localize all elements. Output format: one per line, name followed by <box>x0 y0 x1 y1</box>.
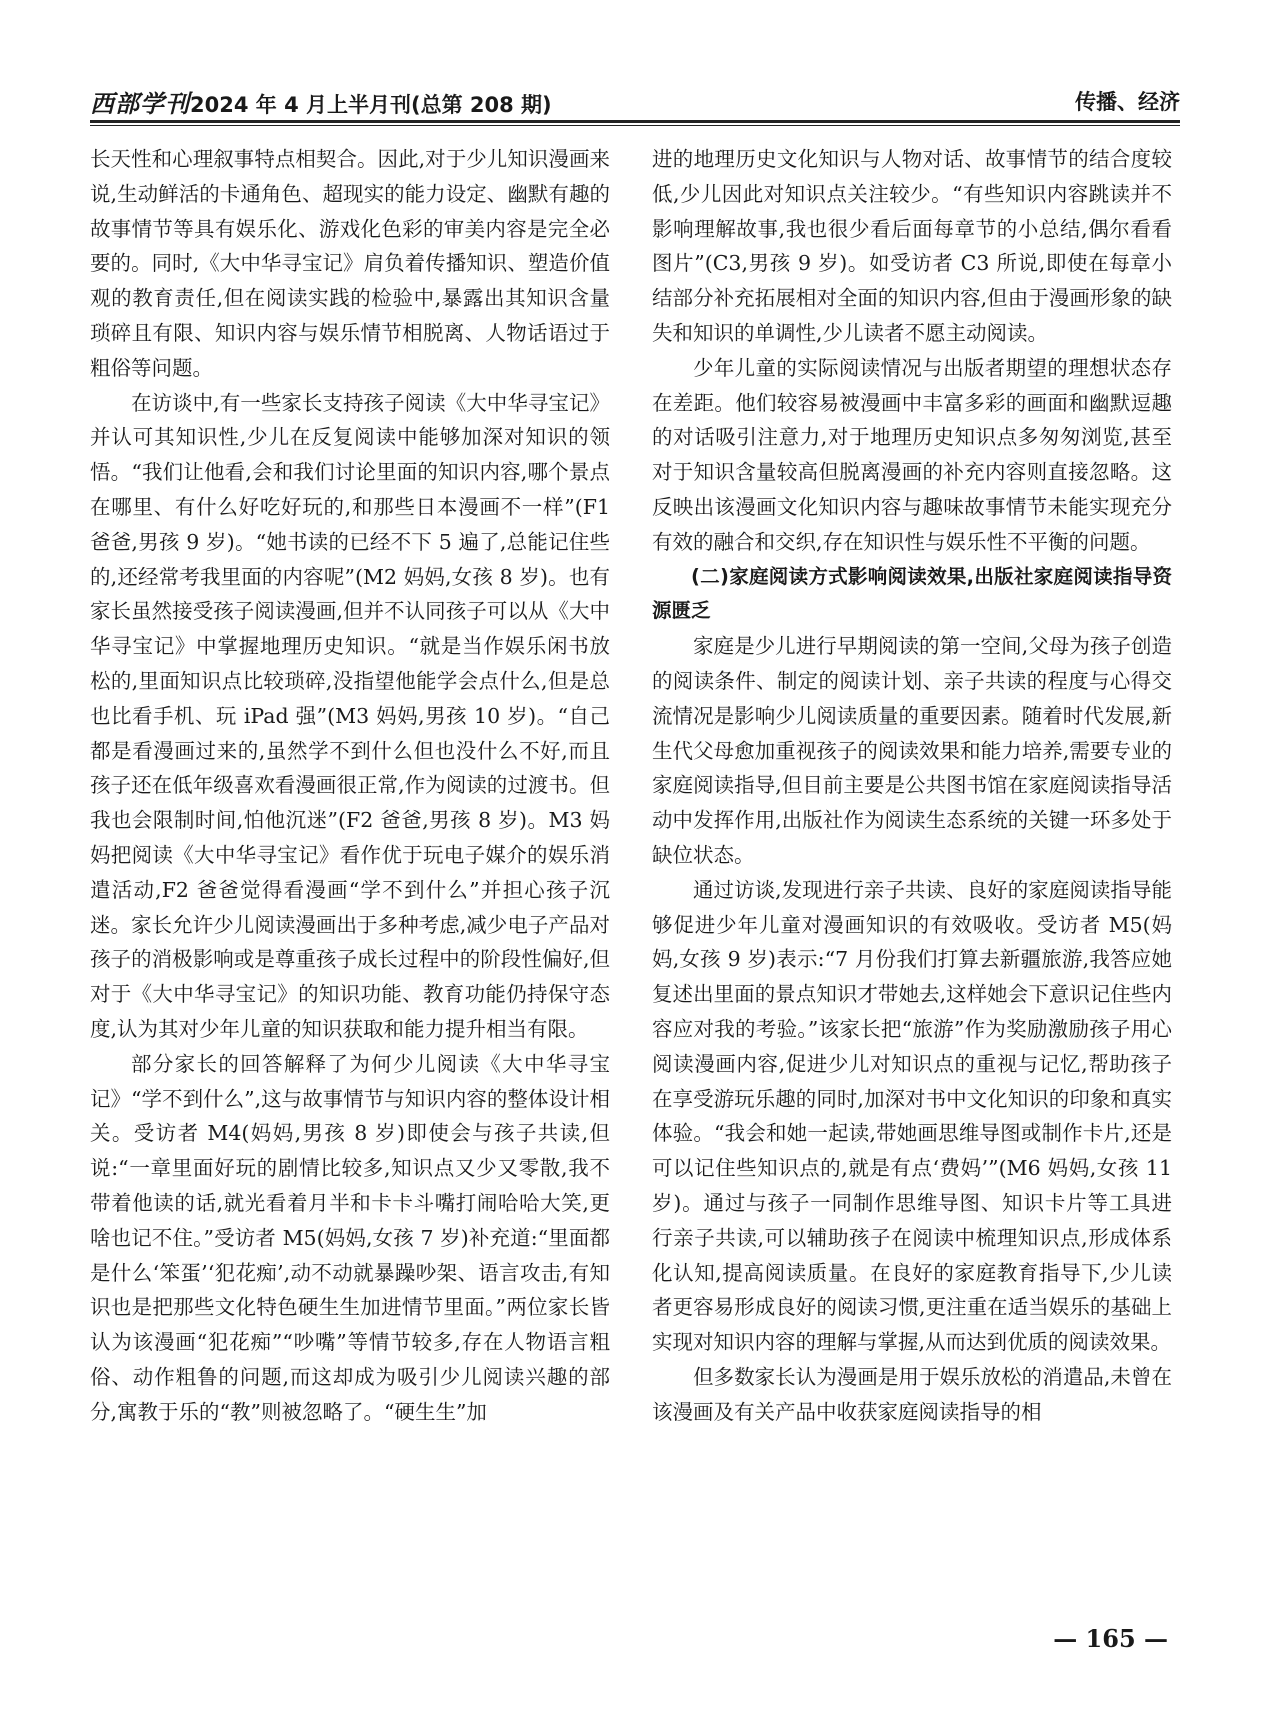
paragraph: 但多数家长认为漫画是用于娱乐放松的消遣品,未曾在该漫画及有关产品中收获家庭阅读指导的相 <box>652 1364 1172 1424</box>
section-subheading: (二)家庭阅读方式影响阅读效果,出版社家庭阅读指导资源匮乏 <box>652 564 1172 623</box>
paragraph: 通过访谈,发现进行亲子共读、良好的家庭阅读指导能够促进少年儿童对漫画知识的有效吸收。受访者 M5(妈妈,女孩 9 岁)表示:“7 月份我们打算去新疆旅游,我答应她复述出里面的景点知识才带她去,这样她会下意识记住些内容应对我的考验。”该家长把“旅游”作为奖励激励孩子用心阅读漫画内容,促进少儿对知识点的重视与记忆,帮助孩子在享受游玩乐趣的同时,加深对书中文化知识的印象和真实体验。“我会和她一起读,带她画思维导图或制作卡片,还是可以记住些知识点的,就是有点‘费妈’”(M6 妈妈,女孩 11 岁)。通过与孩子一同制作思维导图、知识卡片等工具进行亲子共读,可以辅助孩子在阅读中梳理知识点,形成体系化认知,提高阅读质量。在良好的家庭教育指导下,少儿读者更容易形成良好的阅读习惯,更注重在适当娱乐的基础上实现对知识内容的理解与掌握,从而达到优质的阅读效果。 <box>652 877 1172 1355</box>
header-rule-thin <box>90 125 1180 126</box>
right-column <box>652 142 1172 1429</box>
header-rule-thick <box>90 120 1180 123</box>
paragraph: 家庭是少儿进行早期阅读的第一空间,父母为孩子创造的阅读条件、制定的阅读计划、亲子共读的程度与心得交流情况是影响少儿阅读质量的重要因素。随着时代发展,新生代父母愈加重视孩子的阅读效果和能力培养,需要专业的家庭阅读指导,但目前主要是公共图书馆在家庭阅读指导活动中发挥作用,出版社作为阅读生态系统的关键一环多处于缺位状态。 <box>652 634 1172 867</box>
paragraph: 长天性和心理叙事特点相契合。因此,对于少儿知识漫画来说,生动鲜活的卡通角色、超现实的能力设定、幽默有趣的故事情节等具有娱乐化、游戏化色彩的审美内容是完全必要的。同时,《大中华寻宝记》肩负着传播知识、塑造价值观的教育责任,但在阅读实践的检验中,暴露出其知识含量琐碎且有限、知识内容与娱乐情节相脱离、人物话语过于粗俗等问题。 <box>90 147 610 380</box>
paragraph: 少年儿童的实际阅读情况与出版者期望的理想状态存在差距。他们较容易被漫画中丰富多彩的画面和幽默逗趣的对话吸引注意力,对于地理历史知识点多匆匆浏览,甚至对于知识含量较高但脱离漫画的补充内容则直接忽略。这反映出该漫画文化知识内容与趣味故事情节未能实现充分有效的融合和交织,存在知识性与娱乐性不平衡的问题。 <box>652 355 1172 554</box>
page-header <box>90 84 1180 128</box>
section-label: 传播、经济 <box>1075 90 1180 114</box>
paragraph: 部分家长的回答解释了为何少儿阅读《大中华寻宝记》“学不到什么”,这与故事情节与知识内容的整体设计相关。受访者 M4(妈妈,男孩 8 岁)即使会与孩子共读,但说:“一章里面好玩的剧情比较多,知识点又少又零散,我不带着他读的话,就光看着月半和卡卡斗嘴打闹哈哈大笑,更啥也记不住。”受访者 M5(妈妈,女孩 7 岁)补充道:“里面都是什么‘笨蛋’‘犯花痴’,动不动就暴躁吵架、语言攻击,有知识也是把那些文化特色硬生生加进情节里面。”两位家长皆认为该漫画“犯花痴”“吵嘴”等情节较多,存在人物语言粗俗、动作粗鲁的问题,而这却成为吸引少儿阅读兴趣的部分,寓教于乐的“教”则被忽略了。“硬生生”加 <box>90 1051 610 1424</box>
issue-info: 2024 年 4 月上半月刊(总第 208 期) <box>190 93 552 117</box>
left-column <box>90 142 610 1429</box>
journal-logo: 西部学刊 <box>90 89 190 118</box>
page-number: — 165 — <box>1053 1624 1168 1653</box>
paragraph: 在访谈中,有一些家长支持孩子阅读《大中华寻宝记》并认可其知识性,少儿在反复阅读中能够加深对知识的领悟。“我们让他看,会和我们讨论里面的知识内容,哪个景点在哪里、有什么好吃好玩的,和那些日本漫画不一样”(F1 爸爸,男孩 9 岁)。“她书读的已经不下 5 遍了,总能记住些的,还经常考我里面的内容呢”(M2 妈妈,女孩 8 岁)。也有家长虽然接受孩子阅读漫画,但并不认同孩子可以从《大中华寻宝记》中掌握地理历史知识。“就是当作娱乐闲书放松的,里面知识点比较琐碎,没指望他能学会点什么,但是总也比看手机、玩 iPad 强”(M3 妈妈,男孩 10 岁)。“自己都是看漫画过来的,虽然学不到什么但也没什么不好,而且孩子还在低年级喜欢看漫画很正常,作为阅读的过渡书。但我也会限制时间,怕他沉迷”(F2 爸爸,男孩 8 岁)。M3 妈妈把阅读《大中华寻宝记》看作优于玩电子媒介的娱乐消遣活动,F2 爸爸觉得看漫画“学不到什么”并担心孩子沉迷。家长允许少儿阅读漫画出于多种考虑,减少电子产品对孩子的消极影响或是尊重孩子成长过程中的阶段性偏好,但对于《大中华寻宝记》的知识功能、教育功能仍持保守态度,认为其对少年儿童的知识获取和能力提升相当有限。 <box>90 390 610 1041</box>
paragraph: 进的地理历史文化知识与人物对话、故事情节的结合度较低,少儿因此对知识点关注较少。“有些知识内容跳读并不影响理解故事,我也很少看后面每章节的小总结,偶尔看看图片”(C3,男孩 9 岁)。如受访者 C3 所说,即使在每章小结部分补充拓展相对全面的知识内容,但由于漫画形象的缺失和知识的单调性,少儿读者不愿主动阅读。 <box>652 147 1172 345</box>
journal-title <box>90 84 552 119</box>
